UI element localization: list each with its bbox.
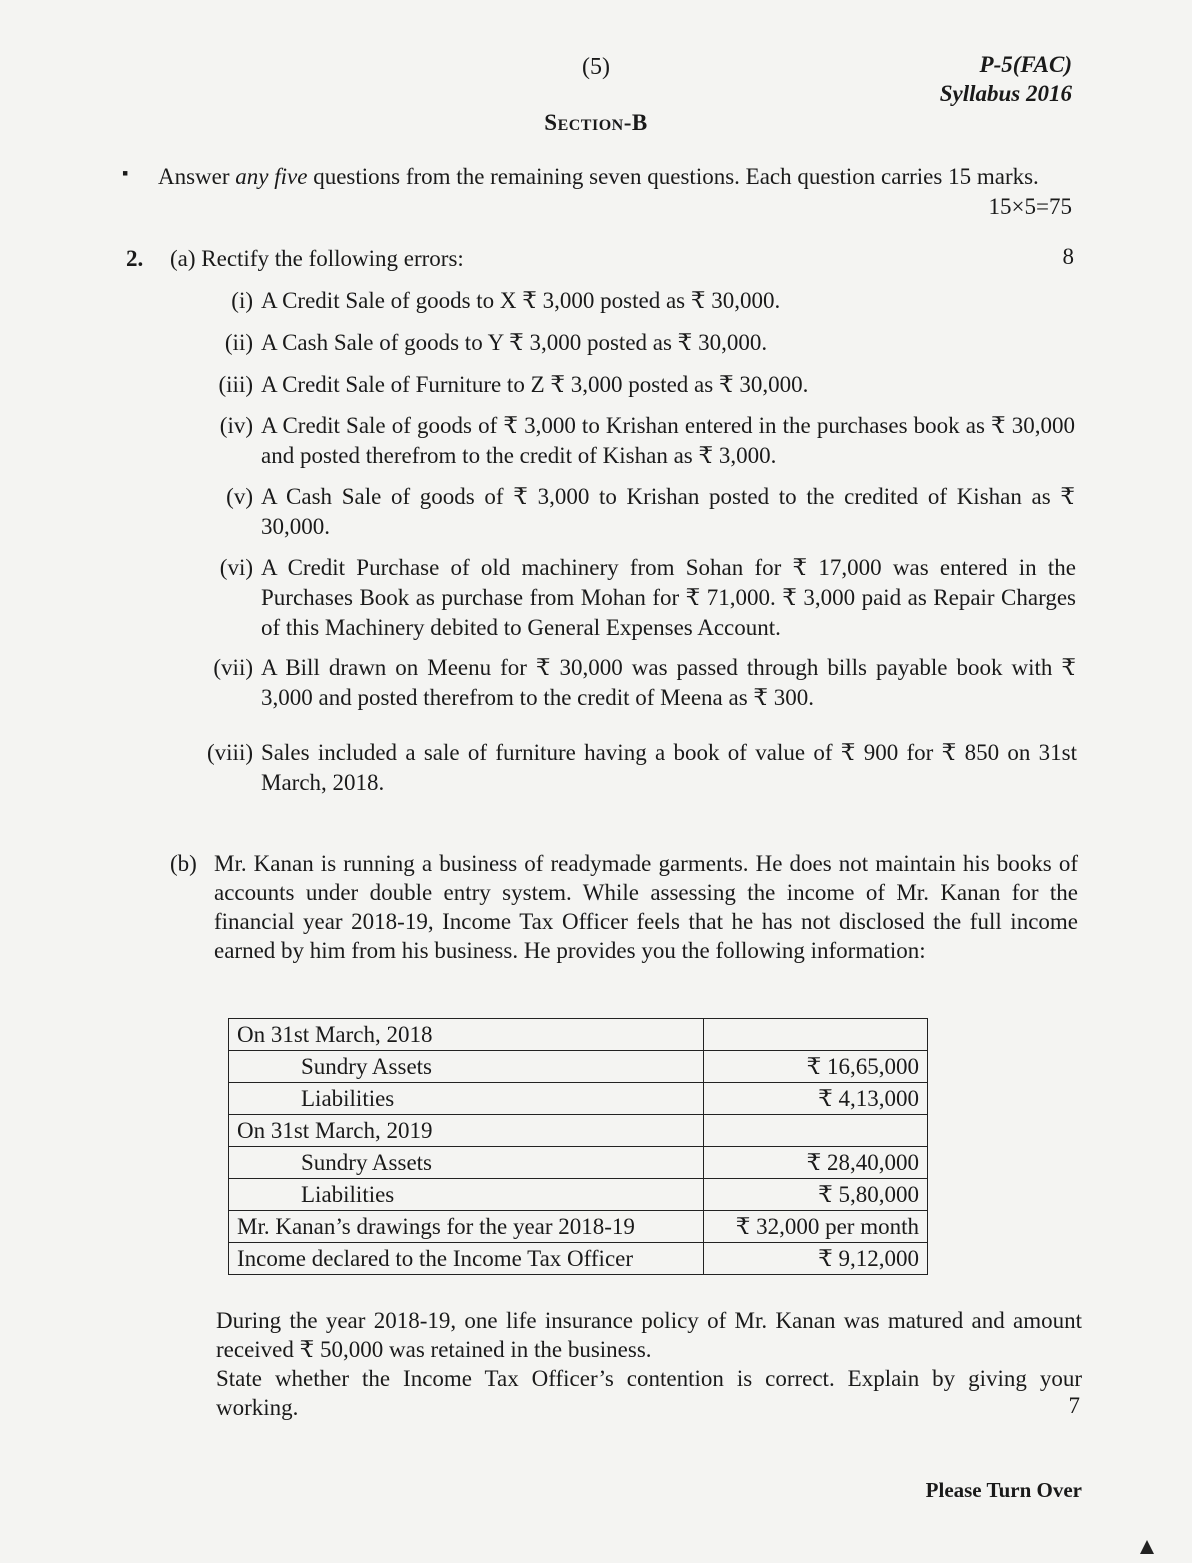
table-label: Liabilities — [229, 1179, 704, 1211]
syllabus-label: Syllabus 2016 — [939, 81, 1072, 106]
instruction — [158, 162, 1072, 219]
table-row — [229, 1211, 928, 1243]
part-a-heading — [170, 246, 464, 272]
part-a-title: Rectify the following errors: — [201, 246, 464, 271]
list-item — [226, 482, 1075, 542]
table-value — [704, 1115, 928, 1147]
table-label: Sundry Assets — [229, 1051, 704, 1083]
list-item — [231, 286, 1081, 316]
financial-info-table — [228, 1018, 928, 1275]
part-a-label: (a) — [170, 246, 196, 271]
table-value: ₹ 5,80,000 — [704, 1179, 928, 1211]
instruction-emphasis: any five — [235, 164, 308, 189]
item-text: Sales included a sale of furniture having a book of value of ₹ 900 for ₹ 850 on 31st March, 2018. — [261, 740, 1077, 795]
page-number: (5) — [582, 54, 610, 80]
table-row — [229, 1115, 928, 1147]
item-number: (vi) — [219, 555, 253, 580]
table-label: Sundry Assets — [229, 1147, 704, 1179]
table-label: Liabilities — [229, 1083, 704, 1115]
list-item — [207, 738, 1077, 798]
instruction-text-before: Answer — [158, 164, 236, 189]
table-row — [229, 1051, 928, 1083]
item-number: (vii) — [213, 655, 253, 680]
bullet-icon: ▪ — [122, 163, 129, 183]
page-footer: Please Turn Over — [925, 1478, 1082, 1502]
item-number: (v) — [226, 484, 253, 509]
section-title-initial: S — [544, 110, 558, 135]
question-number: 2. — [126, 246, 144, 271]
item-text: A Bill drawn on Meenu for ₹ 30,000 was passed through bills payable book with ₹ 3,000 and posted therefrom to the credit of Meena as ₹ 300. — [261, 655, 1076, 710]
table-value — [704, 1019, 928, 1051]
list-item — [213, 653, 1076, 713]
list-item — [218, 370, 1081, 400]
list-item — [224, 328, 1081, 358]
part-b-label: (b) — [170, 851, 197, 876]
table-row — [229, 1083, 928, 1115]
item-text: A Credit Purchase of old machinery from Sohan for ₹ 17,000 was entered in the Purchases Book as purchase from Mohan for ₹ 71,000. ₹ 3,000 paid as Repair Charges of this Machinery debited to General Expenses Account. — [261, 555, 1076, 640]
table-label: On 31st March, 2018 — [229, 1019, 704, 1051]
section-title-rest: ection-B — [557, 110, 648, 135]
item-text: A Credit Sale of Furniture to Z ₹ 3,000 posted as ₹ 30,000. — [261, 372, 809, 397]
item-number: (ii) — [224, 330, 253, 355]
table-value: ₹ 4,13,000 — [704, 1083, 928, 1115]
closing-paragraph-2: State whether the Income Tax Officer’s contention is correct. Explain by giving your working. — [216, 1366, 1082, 1420]
paper-code: P-5(FAC) — [979, 52, 1072, 77]
item-text: A Credit Sale of goods of ₹ 3,000 to Krishan entered in the purchases book as ₹ 30,000 and posted therefrom to the credit of Kishan as ₹ 3,000. — [261, 413, 1075, 468]
item-text: A Cash Sale of goods to Y ₹ 3,000 posted as ₹ 30,000. — [261, 330, 768, 355]
instruction-marks: 15×5=75 — [988, 194, 1072, 219]
table-label: Income declared to the Income Tax Officer — [229, 1243, 704, 1275]
table-value: ₹ 28,40,000 — [704, 1147, 928, 1179]
table-row — [229, 1019, 928, 1051]
part-a-marks: 8 — [1062, 244, 1074, 269]
item-number: (i) — [231, 288, 253, 313]
part-b-closing — [216, 1306, 1082, 1422]
table-value: ₹ 9,12,000 — [704, 1243, 928, 1275]
paper-code-block — [940, 50, 1072, 108]
table-value: ₹ 32,000 per month — [704, 1211, 928, 1243]
instruction-text-after: questions from the remaining seven questions. Each question carries 15 marks. — [307, 164, 1039, 189]
table-label: On 31st March, 2019 — [229, 1115, 704, 1147]
item-text: A Credit Sale of goods to X ₹ 3,000 posted as ₹ 30,000. — [261, 288, 781, 313]
item-text: A Cash Sale of goods of ₹ 3,000 to Krishan posted to the credited of Kishan as ₹ 30,000. — [261, 484, 1075, 539]
part-b-marks: 7 — [1068, 1393, 1080, 1418]
section-title — [0, 110, 1192, 136]
list-item — [219, 553, 1076, 643]
part-b-intro: Mr. Kanan is running a business of readymade garments. He does not maintain his books of accounts under double entry system. While assessing the income of Mr. Kanan for the financial year 2018-19, Income Tax Officer feels that he has not disclosed the full income earned by him from his business. He provides you the following information: — [214, 851, 1078, 963]
item-number: (iv) — [219, 413, 253, 438]
item-number: (viii) — [207, 740, 253, 765]
item-number: (iii) — [218, 372, 253, 397]
table-label: Mr. Kanan’s drawings for the year 2018-19 — [229, 1211, 704, 1243]
table-row — [229, 1243, 928, 1275]
list-item — [219, 411, 1075, 471]
triangle-marker-icon — [1140, 1540, 1154, 1554]
table-row — [229, 1147, 928, 1179]
table-value: ₹ 16,65,000 — [704, 1051, 928, 1083]
table-row — [229, 1179, 928, 1211]
closing-paragraph-1: During the year 2018-19, one life insurance policy of Mr. Kanan was matured and amount received ₹ 50,000 was retained in the business. — [216, 1308, 1082, 1362]
